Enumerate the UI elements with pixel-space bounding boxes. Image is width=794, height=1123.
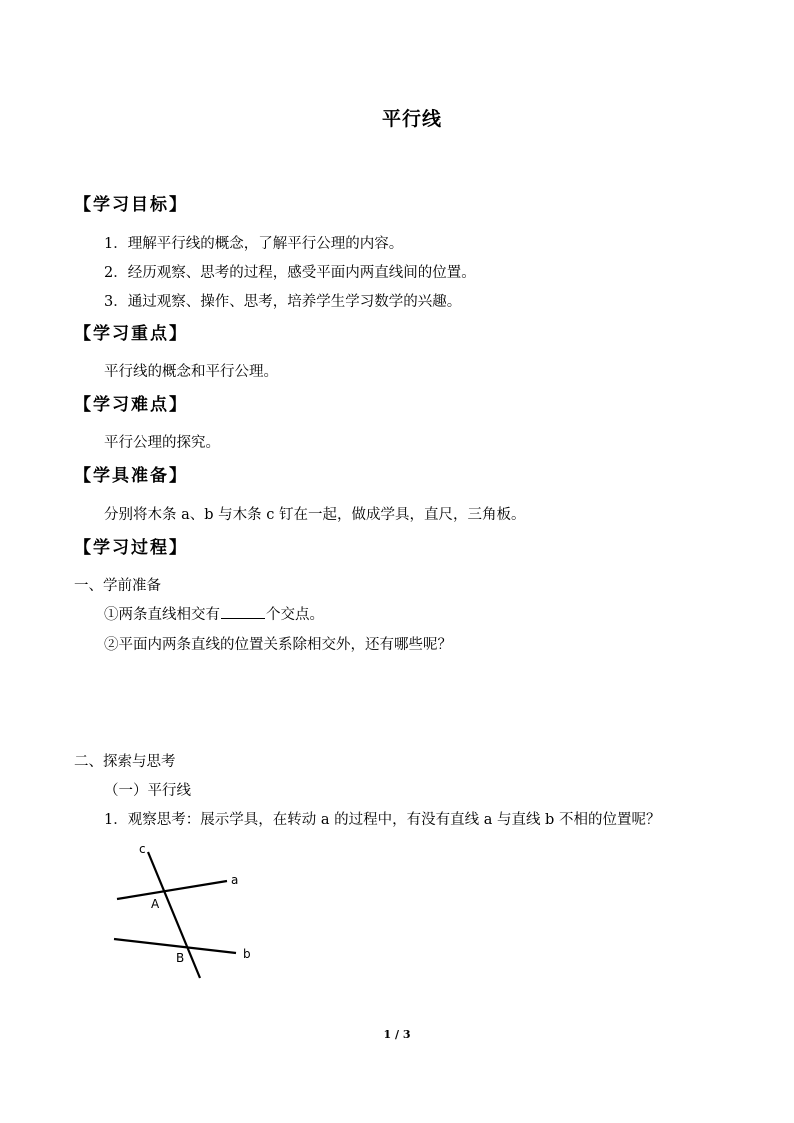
part2-title: 二、探索与思考	[74, 754, 176, 770]
label-point-B: B	[176, 951, 185, 965]
section-heading-tools: 【学具准备】	[74, 466, 188, 486]
part2-item-1: 1．观察思考：展示学具，在转动 a 的过程中，有没有直线 a 与直线 b 不相的位置呢？	[104, 812, 661, 828]
page-number: 1 / 3	[383, 1028, 411, 1041]
label-b: b	[243, 947, 251, 961]
question-1-after: 个交点。	[266, 607, 324, 623]
line-a	[117, 881, 227, 899]
part1-title: 一、学前准备	[74, 578, 161, 594]
label-a: a	[231, 873, 239, 887]
label-point-A: A	[151, 897, 160, 911]
section-heading-key-points: 【学习重点】	[74, 324, 188, 344]
goal-item-2: 2．经历观察、思考的过程，感受平面内两直线间的位置。	[104, 265, 476, 281]
question-2: ②平面内两条直线的位置关系除相交外，还有哪些呢？	[104, 637, 452, 653]
part2-subtitle: （一）平行线	[104, 783, 191, 799]
goal-item-1: 1．理解平行线的概念，了解平行公理的内容。	[104, 236, 404, 252]
page-title: 平行线	[381, 108, 442, 130]
goal-item-3: 3．通过观察、操作、思考，培养学生学习数学的兴趣。	[104, 294, 462, 310]
section-heading-difficulty: 【学习难点】	[74, 395, 188, 415]
question-1-before: ①两条直线相交有	[104, 607, 220, 623]
tools-text: 分别将木条 a、b 与木条 c 钉在一起，做成学具，直尺，三角板。	[104, 507, 526, 523]
section-heading-goals: 【学习目标】	[74, 195, 188, 215]
line-c	[148, 852, 200, 978]
line-b	[114, 939, 236, 953]
difficulty-text: 平行公理的探究。	[104, 435, 220, 451]
key-points-text: 平行线的概念和平行公理。	[104, 364, 278, 380]
section-heading-process: 【学习过程】	[74, 538, 188, 558]
label-c: c	[139, 842, 146, 856]
